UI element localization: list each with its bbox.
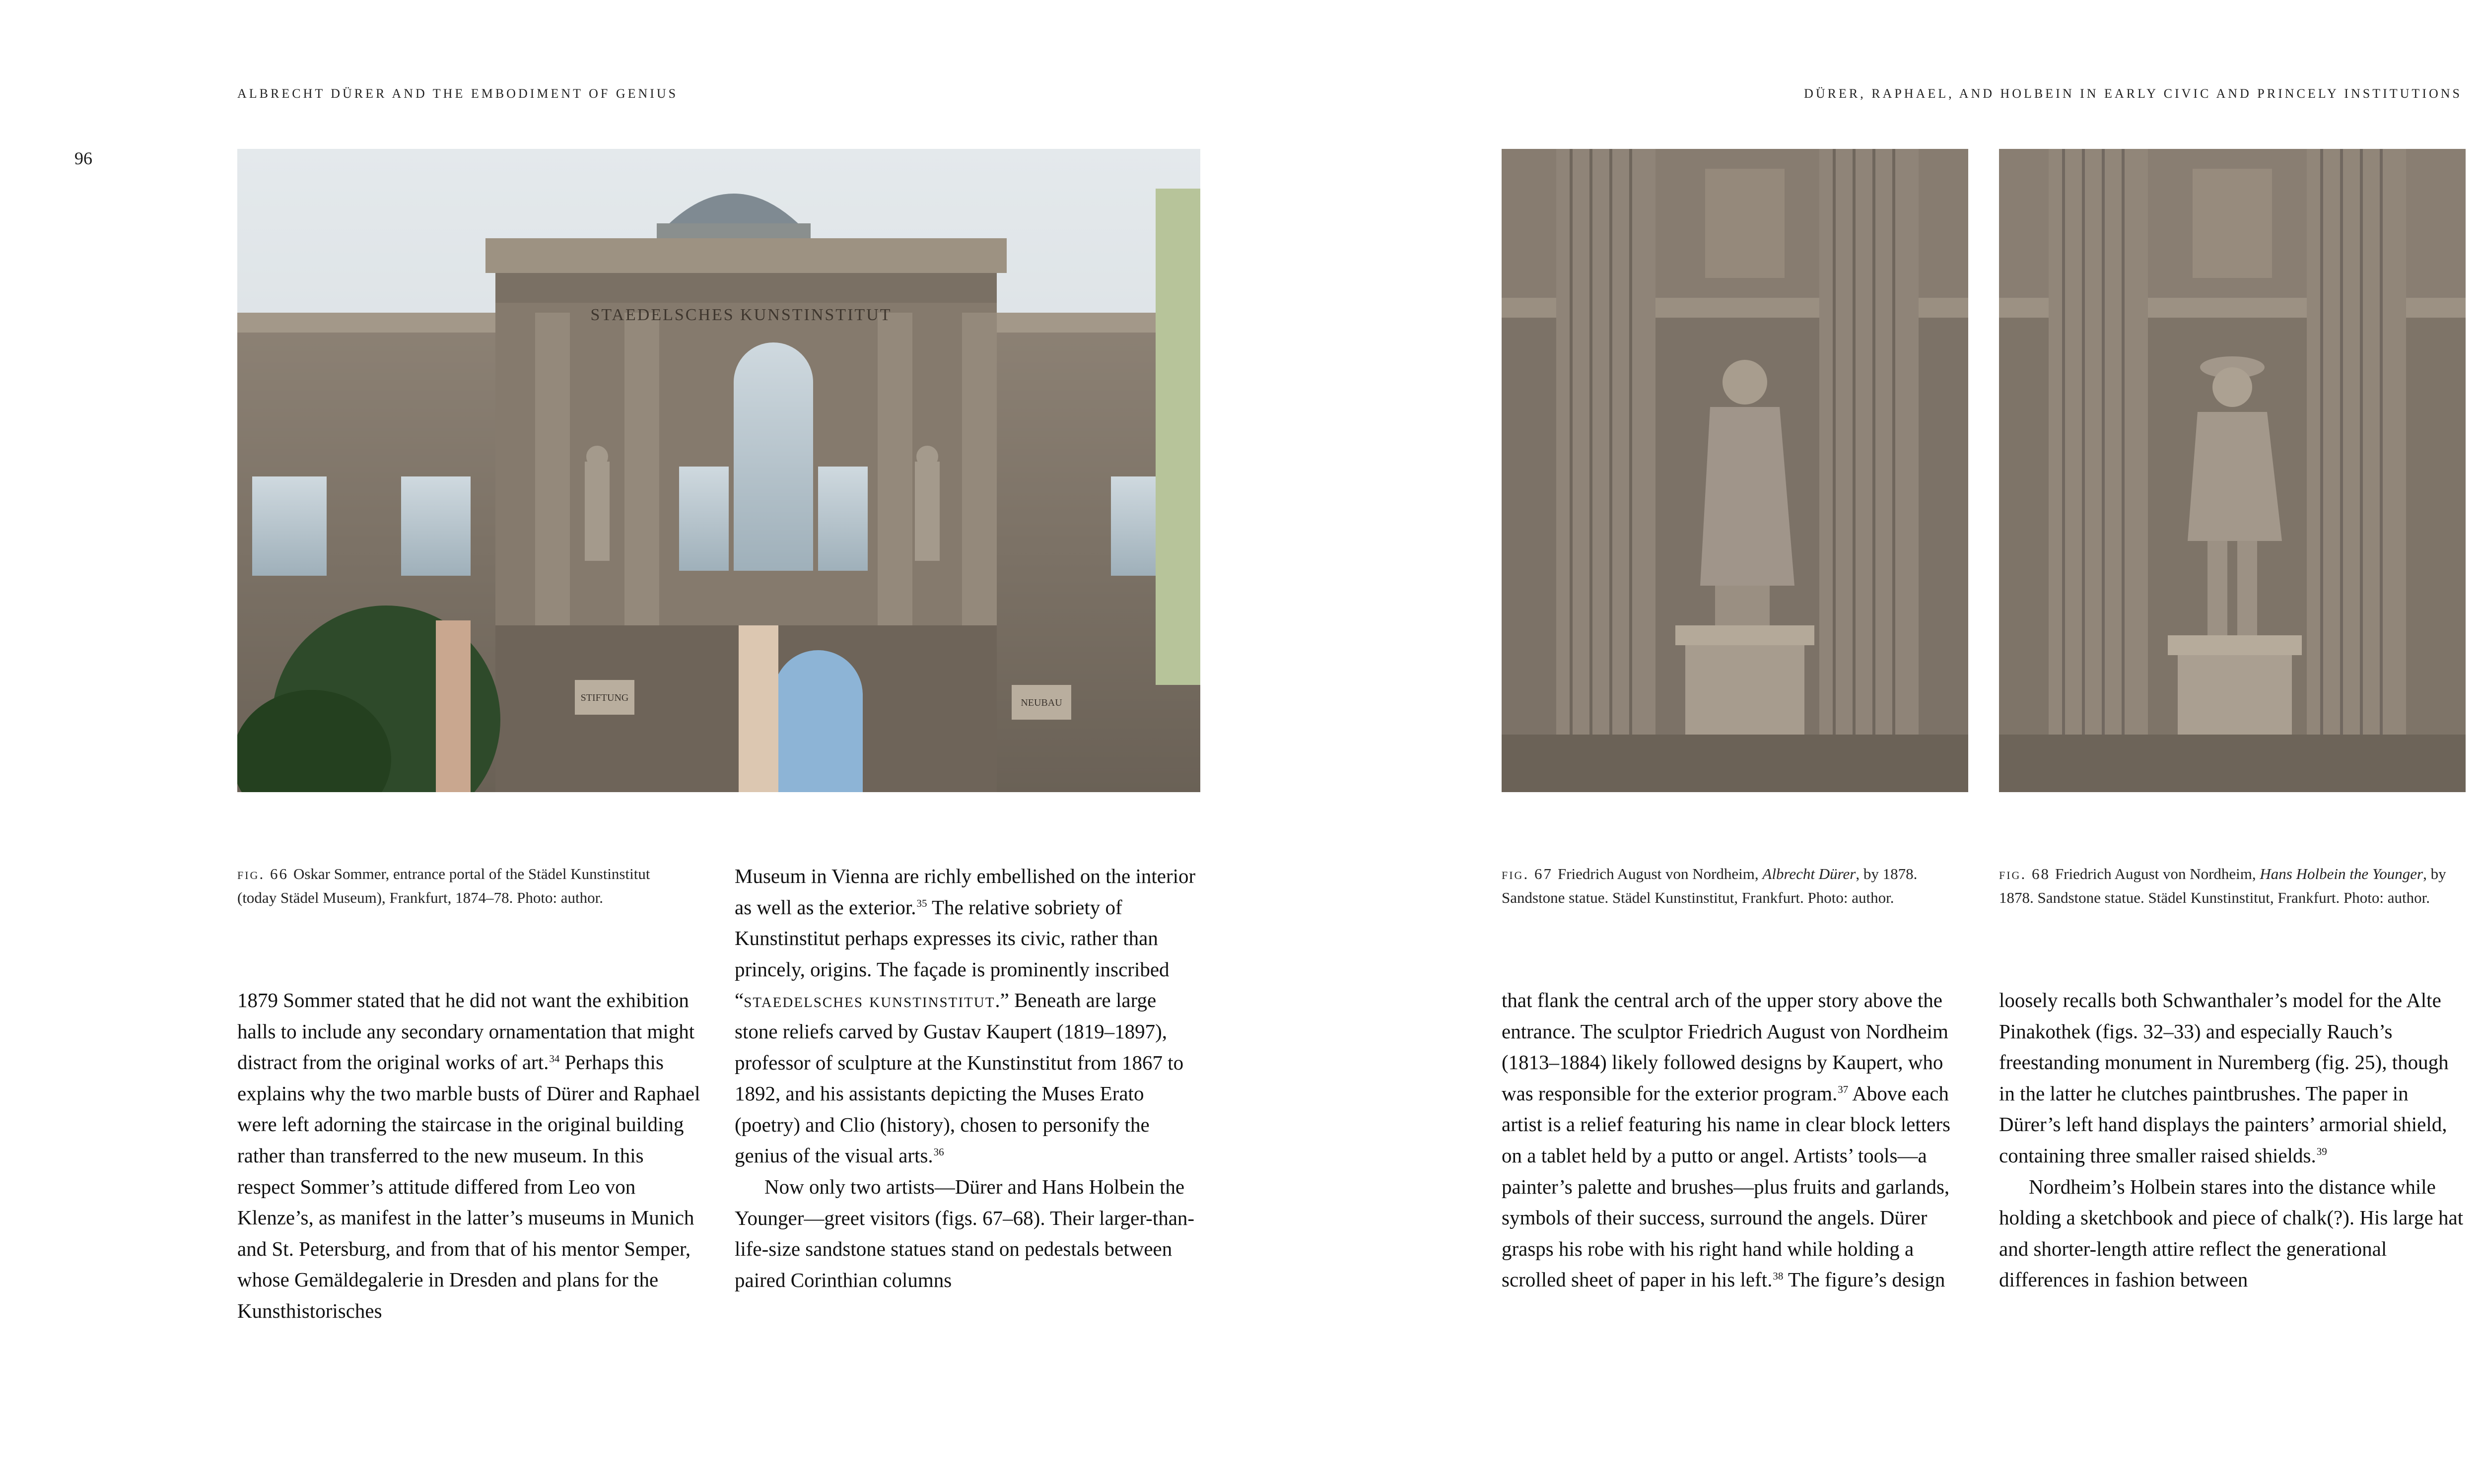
running-head-right: DÜRER, RAPHAEL, AND HOLBEIN IN EARLY CIVIC AND PRINCELY INSTITUTIONS	[1804, 86, 2462, 101]
left-col2-text-b: The relative sobriety of Kunstinstitut perhaps expresses its civic, rather than princely, origins. The façade is prominently inscribed “	[735, 895, 1170, 1012]
figure-66-label: fig. 66	[237, 865, 288, 882]
figure-67-caption-b: , by 1878. Sandstone statue. Städel Kunstinstitut, Frankfurt. Photo: author.	[1502, 865, 1918, 906]
left-col2-paragraph-2: Now only two artists—Dürer and Hans Holbein the Younger—greet visitors (figs. 67–68). Their larger-than-life-size sandstone statues stand on pedestals between paired Corinthian columns	[735, 1175, 1195, 1291]
figure-68-caption-b: , by 1878. Sandstone statue. Städel Kunstinstitut, Frankfurt. Photo: author.	[1999, 865, 2446, 906]
folio-left: 96	[74, 148, 92, 168]
right-col1-paragraph	[1502, 985, 1971, 1295]
note-ref-38: 38	[1773, 1270, 1784, 1282]
right-col1-text-a: that flank the central arch of the upper story above the entrance. The sculptor Friedrich August von Nordheim (1813–1884) likely followed designs by Kaupert, who was responsible for the exterior program.	[1502, 989, 1948, 1105]
running-head-left: ALBRECHT DÜRER AND THE EMBODIMENT OF GENIUS	[237, 86, 679, 101]
facade-inscription: STAEDELSCHES KUNSTINSTITUT	[590, 306, 892, 324]
figure-66-caption-text: Oskar Sommer, entrance portal of the Städel Kunstinstitut (today Städel Museum), Frankfurt, 1874–78. Photo: author.	[237, 865, 650, 906]
right-col1-text-b: Above each artist is a relief featuring his name in clear block letters on a tablet held by a putto or angel. Artists’ tools—a painter’s palette and brushes—plus fruits and garlands, symbols of their success, surround the angels. Dürer grasps his robe with his right hand while holding a scrolled sheet of paper in his left.	[1502, 1081, 1950, 1291]
figure-67-photo	[1502, 149, 1968, 792]
note-ref-34: 34	[549, 1052, 560, 1065]
right-col1-text-c: The figure’s design	[1783, 1268, 1945, 1291]
left-col1-text-b: Perhaps this explains why the two marble busts of Dürer and Raphael were left adorning the staircase in the original building rather than transferred to the new museum. In this respect Sommer’s attitude differed from Leo von Klenze’s, as manifest in the latter’s museums in Munich and St. Petersburg, and from that of his mentor Semper, whose Gemäldegalerie in Dresden and plans for the Kunsthistorisches	[237, 1051, 700, 1322]
left-col1-paragraph	[237, 985, 703, 1327]
figure-66-caption	[237, 862, 684, 910]
figure-67-caption-title: Albrecht Dürer	[1762, 865, 1856, 882]
right-col2-paragraph-1	[1999, 985, 2468, 1171]
figure-66-photo	[237, 149, 1200, 792]
figure-68-caption-title: Hans Holbein the Younger	[2260, 865, 2423, 882]
inscription-smallcaps: staedelsches kunstinstitut	[744, 989, 995, 1012]
figure-68-caption-a: Friedrich August von Nordheim,	[2055, 865, 2260, 882]
right-col2-text-a: loosely recalls both Schwanthaler’s model for the Alte Pinakothek (figs. 32–33) and especially Rauch’s freestanding monument in Nuremberg (fig. 25), though in the latter he clutches paintbrushes. The paper in Dürer’s left hand displays the painters’ armorial shield, containing three smaller raised shields.	[1999, 989, 2449, 1167]
note-ref-36: 36	[933, 1146, 944, 1158]
figure-68-label: fig. 68	[1999, 865, 2050, 882]
facade-illustration	[237, 149, 1200, 792]
note-ref-37: 37	[1838, 1083, 1849, 1096]
right-column-2	[1999, 985, 2468, 1295]
left-column-2	[735, 861, 1201, 1295]
right-column-1	[1502, 985, 1971, 1295]
figure-68-photo	[1999, 149, 2466, 792]
figure-68-caption	[1999, 862, 2466, 910]
tablet-right-text: NEUBAU	[1021, 697, 1062, 708]
left-column-1	[237, 985, 703, 1327]
note-ref-35: 35	[916, 897, 927, 909]
tablet-left-text: STIFTUNG	[580, 692, 629, 703]
figure-67-label: fig. 67	[1502, 865, 1553, 882]
right-col2-paragraph-2: Nordheim’s Holbein stares into the distance while holding a sketchbook and piece of chalk(?). His large hat and shorter-length attire reflect the generational differences in fashion between	[1999, 1175, 2464, 1291]
left-col2-paragraph-1	[735, 861, 1201, 1171]
figure-67-caption	[1502, 862, 1968, 910]
left-col2-text-c: .” Beneath are large stone reliefs carved by Gustav Kaupert (1819–1897), professor of sculpture at the Kunstinstitut from 1867 to 1892, and his assistants depicting the Muses Erato (poetry) and Clio (history), chosen to personify the genius of the visual arts.	[735, 989, 1184, 1167]
left-col2-text-a: Museum in Vienna are richly embellished on the interior as well as the exterior.	[735, 865, 1196, 919]
durer-statue-illustration	[1502, 149, 1968, 792]
note-ref-39: 39	[2316, 1146, 2327, 1158]
left-col1-text-a: 1879 Sommer stated that he did not want the exhibition halls to include any secondary ornamentation that might distract from the original works of art.	[237, 989, 695, 1074]
holbein-statue-illustration	[1999, 149, 2466, 792]
figure-67-caption-a: Friedrich August von Nordheim,	[1557, 865, 1763, 882]
